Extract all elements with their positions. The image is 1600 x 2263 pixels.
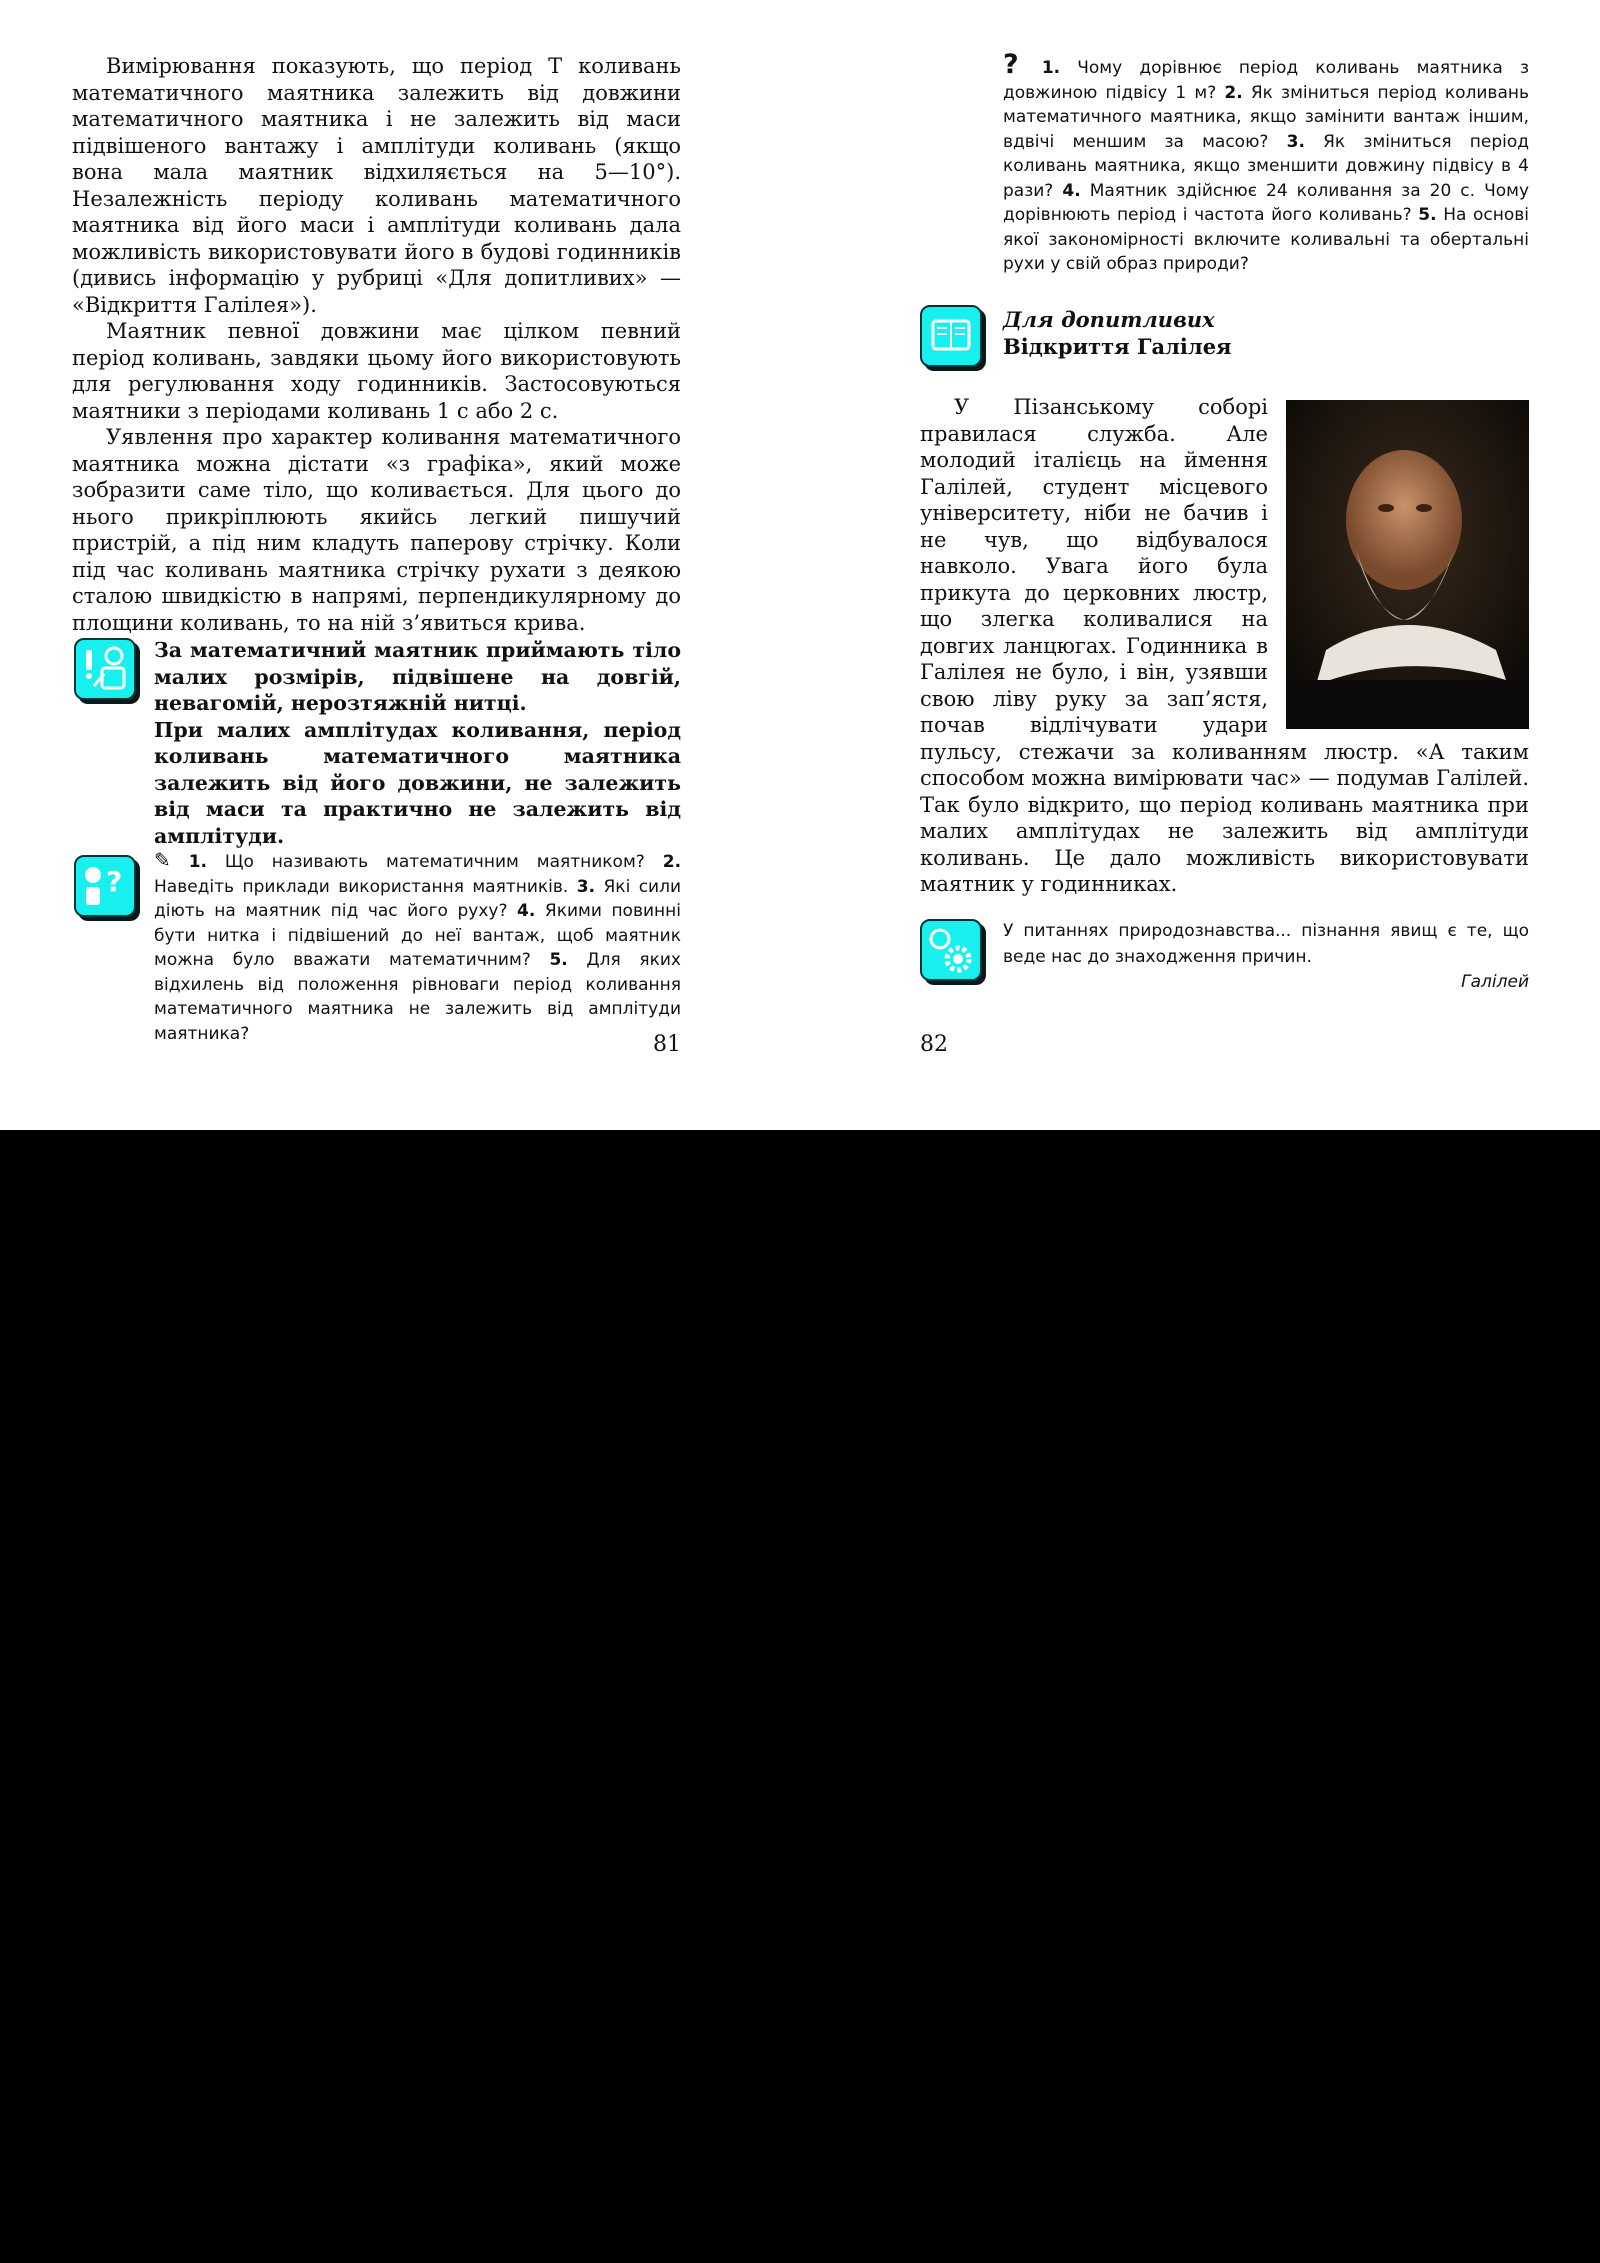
left-questions [154,848,681,1046]
question-text: Наведіть приклади використання маятників. [154,876,569,897]
svg-text:?: ? [106,865,123,898]
galileo-story [920,394,1529,898]
quote-gear-icon [920,919,982,981]
question-text: На основі якої закономірності включите коливальні та обертальні рухи у свій образ природи? [1003,205,1530,274]
question-text: Як зміниться період коливань математичного маятника, якщо замінити вантаж іншим, вдвічі меншим за масою? [1003,82,1529,152]
definition-1: За математичний маятник приймають тіло малих розмірів, підвішене на довгій, невагомій, нерозтяжній нитці. [154,638,681,715]
question-text: Чому дорівнює період коливань маятника з довжиною підвісу 1 м? [1003,58,1529,103]
rubric-heading [1003,306,1232,360]
info-icon [74,638,136,700]
quote-author: Галілей [1461,972,1529,992]
questions-icon [74,855,136,917]
book-icon [920,305,982,367]
galileo-portrait [1286,400,1529,729]
definition-2: При малих амплітудах коливання, період коливань математичного маятника залежить від його довжини, не залежить від маси та практично не залежить від амплітуди. [154,717,681,848]
left-body-text [72,53,681,636]
page-number-left: 81 [653,1032,681,1057]
paragraph-1: Вимірювання показують, що період T коливань математичного маятника залежить від довжини математичного маятника і не залежить від маси підвішеного вантажу і амплітуди коливань (якщо вона мала маятник відхиляється на 5—10°). Незалежність періоду коливань математичного маятника від його маси і амплітуди коливань дала можливість використовувати його в будові годинників (дивись інформацію у рубриці «Для допитливих» — «Відкриття Галілея»). [72,54,681,317]
book-spread [0,0,1600,1130]
paragraph-3: Уявлення про характер коливання математичного маятника можна дістати «з графіка», який може зобразити саме тіло, що коливається. Для цього до нього прикріплюють якийсь легкий пишучий пристрій, а під ним кладуть паперову стрічку. Коли під час коливань маятника стрічку рухати з деякою сталою швидкістю в напрямі, перпендикулярному до площини коливань, то на ній з’явиться крива. [72,425,681,635]
paragraph-2: Маятник певної довжини має цілком певний період коливань, завдяки цьому його використовують для регулювання ходу годинників. Застосовуються маятники з періодами коливань 1 с або 2 с. [72,319,681,423]
question-number: 5. [1418,205,1437,225]
question-text: Які сили діють на маятник під час його руху? [154,876,682,921]
galileo-quote: У питаннях природознавства... пізнання явищ є те, що веде нас до знаходження причин. [1003,921,1529,967]
galileo-story-text: У Пізанському соборі правилася служба. Але молодий італієць на ймення Галілей, студент місцевого університету, ніби не бачив і не чув, що відбувалося навколо. Увага його була прикута до церковних люстр, що злегка коливалися на довгих ланцюгах. Годинника в Галілея не було, і він, узявши свою ліву руку за зап’ястя, почав відлічувати удари пульсу, стежачи за коливанням люстр. «А таким способом можна вимірювати час» — подумав Галілей. Так було відкрито, що період коливань маятника при малих амплітудах не залежить від амплітуди коливань. Це дало можливість використовувати маятник у годинниках. [920,395,1529,896]
question-number: 2. [1224,82,1243,103]
page-number-right: 82 [920,1032,948,1057]
question-number: 1. [188,852,207,872]
question-number: 1. [1041,58,1061,78]
question-text: Для яких відхилень від положення рівноваги період коливання математичного маятника не залежить від амплітуди маятника? [154,950,681,1044]
question-number: 3. [1286,131,1305,152]
question-text: Якими повинні бути нитка і підвішений до неї вантаж, щоб маятник можна було вважати математичним? [154,901,681,970]
question-text: Як зміниться період коливань маятника, якщо зменшити довжину підвісу в 4 рази? [1003,131,1530,201]
question-text: Що називають математичним маятником? [224,852,645,872]
question-number: 3. [576,876,596,897]
definition-block [154,637,681,849]
right-questions [1003,49,1530,277]
question-mark-icon: ? [1003,49,1019,80]
pencil-icon: ✎ [154,848,171,872]
question-text: Маятник здійснює 24 коливання за 20 с. Чому дорівнюють період і частота його коливань? [1003,180,1530,225]
rubric-label: Для допитливих [1003,307,1215,332]
question-number: 5. [549,950,568,970]
question-number: 4. [1062,180,1081,201]
question-number: 2. [662,852,682,872]
rubric-title: Відкриття Галілея [1003,334,1232,359]
question-number: 4. [517,901,536,921]
